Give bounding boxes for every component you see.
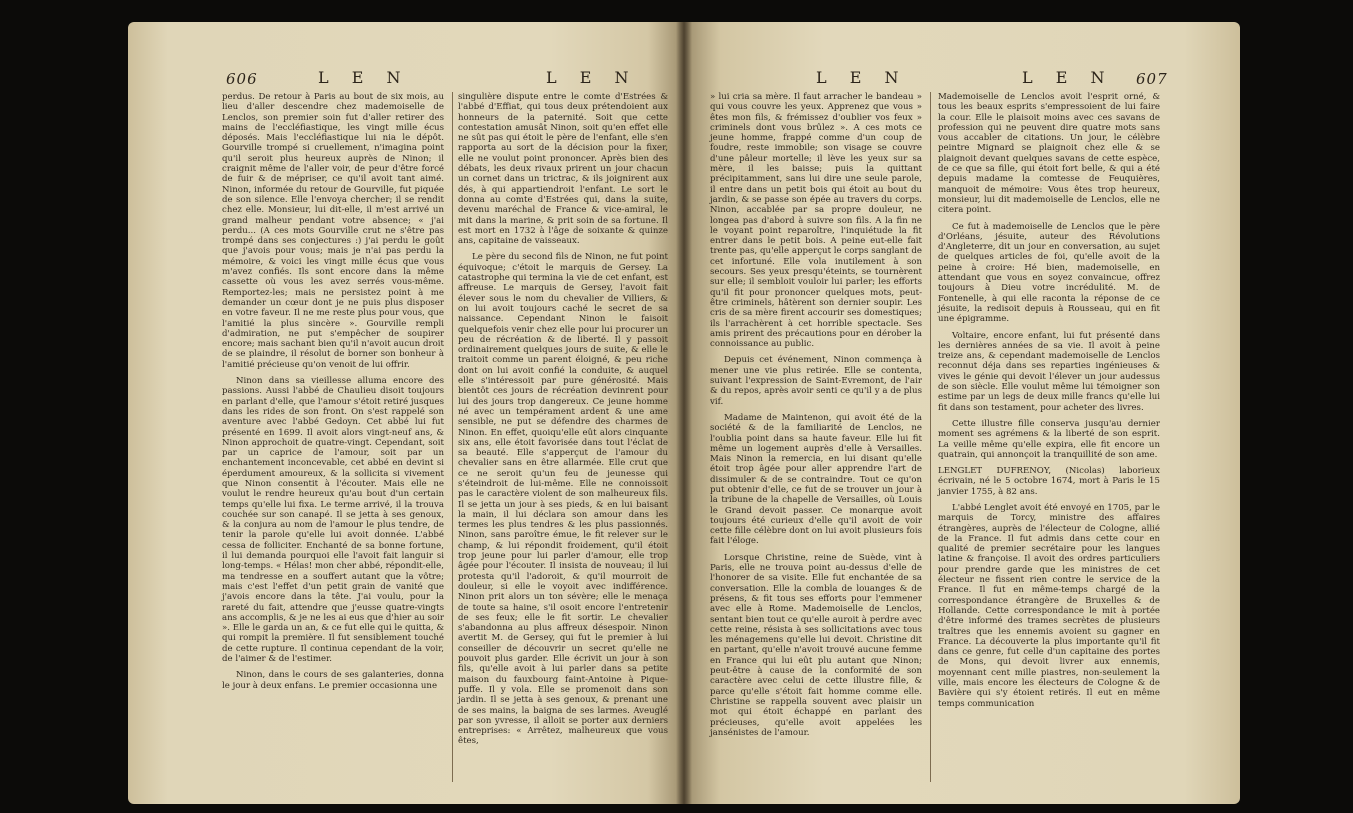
open-book: [128, 22, 1240, 804]
running-head: L E N: [318, 68, 410, 87]
running-head: L E N: [1022, 68, 1114, 87]
column-rule: [452, 92, 453, 782]
paragraph: singulière dispute entre le comte d'Estrées & l'abbé d'Effiat, qui tous deux prétendoient aux honneurs de la paternité. Soit que cette contestation amusât Ninon, soit qu'en effet elle ne sût pas qui étoit le père de l'enfant, elle s'en rapporta au sort de la décision pour la fixer, elle ne voulut point prononcer. Après bien des débats, les deux rivaux prirent un jour chacun un cornet dans un trictrac, & ils joignirent aux dés, à qui appartiendroit l'enfant. Le sort le donna au comte d'Estrées qui, dans la suite, devenu maréchal de France & vice-amiral, le mit dans la marine, & prit soin de sa fortune. Il est mort en 1732 à l'âge de soixante & quinze ans, capitaine de vaisseaux.: [458, 92, 668, 247]
book-spine-gutter: [676, 22, 692, 804]
page-number: 607: [1136, 70, 1168, 88]
running-head: L E N: [816, 68, 908, 87]
paragraph: Mademoiselle de Lenclos avoit l'esprit orné, & tous les beaux esprits s'empressoient de lui faire la cour. Elle le plaisoit moins avec ces savans de profession qui ne peuvent dire quatre mots sans vous accabler de citations. Un jour, le célèbre peintre Mignard se plaignoit chez elle & se plaignoit devant quelques savans de cette espèce, de ce que sa fille, qui étoit fort belle, & qui a été depuis madame la comtesse de Feuquières, manquoit de mémoire: Vous êtes trop heureux, monsieur, lui dit mademoiselle de Lenclos, elle ne citera point.: [938, 92, 1160, 216]
left-page-header: [128, 66, 684, 88]
text-column: [222, 92, 444, 697]
paragraph: Le père du second fils de Ninon, ne fut point équivoque; c'étoit le marquis de Gersey. La catastrophe qui termina la vie de cet enfant, est affreuse. Le marquis de Gersey, l'avoit fait élever sous le nom du chevalier de Villiers, & on lui avoit toujours caché le secret de sa naissance. Cependant Ninon le faisoit quelquefois venir chez elle pour lui procurer un peu de récréation & de liberté. Il y passoit ordinairement quelques jours de suite, & elle le traitoit comme un parent éloigné, & peu riche dont on lui avoit confié la conduite, & auquel elle s'intéressoit par pure générosité. Mais bientôt ces jours de récréation devinrent pour lui des jours trop dangereux. Ce jeune homme né avec un tempérament ardent & une ame sensible, ne put se défendre des charmes de Ninon. En effet, quoiqu'elle eût alors cinquante six ans, elle étoit favorisée dans tout l'éclat de sa beauté. Elle s'apperçut de l'amour du chevalier sans en être allarmée. Elle crut que ce ne seroit qu'un feu de jeunesse qui s'éteindroit de lui-même. Elle ne connoissoit pas le caractère violent de son malheureux fils. Il se jetta un jour à ses pieds, & en lui baisant la main, il lui déclara son amour dans les termes les plus tendres & les plus passionnés. Ninon, sans paroître émue, le fit relever sur le champ, & lui répondit froidement, qu'il étoit trop jeune pour lui parler d'amour, elle trop âgée pour l'écouter. Il insista de nouveau; il lui protesta qu'il l'adoroit, & qu'il mourroit de douleur, si elle le voyoit avec indifférence. Ninon prit alors un ton sévère; elle le menaça de toute sa haine, s'il osoit encore l'entretenir de ses feux; elle le fit sortir. Le chevalier s'abandonna au plus affreux désespoir. Ninon avertit M. de Gersey, qui fut le premier à lui conseiller de découvrir un secret qu'elle ne pouvoit plus garder. Elle écrivit un jour à son fils, qu'elle avoit à lui parler dans sa petite maison du fauxbourg faint-Antoine à Pique-puffe. Il y vola. Elle se promenoit dans son jardin. Il se jetta à ses genoux, & prenant une de ses mains, la baigna de ses larmes. Aveuglé par son yvresse, il alloit se porter aux derniers entreprises: « Arrêtez, malheureux que vous êtes,: [458, 252, 668, 747]
left-page: [128, 22, 684, 804]
page-number: 606: [226, 70, 258, 88]
paragraph: Madame de Maintenon, qui avoit été de la société & de la familiarité de Lenclos, ne l'oublia point dans sa haute faveur. Elle lui fit même un logement auprès d'elle à Versailles. Mais Ninon la remercia, en lui disant qu'elle étoit trop âgée pour aller apprendre l'art de dissimuler & de se contraindre. Tout ce qu'on put obtenir d'elle, ce fut de se trouver un jour à la tribune de la chapelle de Versailles, où Louis le Grand devoit passer. Ce monarque avoit toujours été curieux d'elle qu'il avoit de voir cette fille célèbre dont on lui avoit plusieurs fois fait l'éloge.: [710, 412, 922, 547]
paragraph: L'abbé Lenglet avoit été envoyé en 1705, par le marquis de Torcy, ministre des affaires étrangères, auprès de l'électeur de Cologne, allié de la France. Il fut admis dans cette cour en qualité de premier secrétaire pour les langues latine & françoise. Il avoit des ordres particuliers pour prendre garde que les ministres de cet électeur ne fissent rien contre le service de la France. Il fut en même-temps chargé de la correspondance étrangère de Bruxelles & de Hollande. Cette correspondance le mit à portée d'être informé des trames secrètes de plusieurs traîtres que les ennemis avoient su gagner en France. La découverte la plus importante qu'il fit dans ce genre, fut celle d'un capitaine des portes de Mons, qui devoit livrer aux ennemis, moyennant cent mille piastres, non-seulement la ville, mais encore les électeurs de Cologne & de Bavière qui s'y étoient retirés. Il eut en même temps communication: [938, 502, 1160, 709]
paragraph: Ce fut à mademoiselle de Lenclos que le père d'Orléans, jésuite, auteur des Révolutions d'Angleterre, dit un jour en conversation, au sujet de quelques articles de foi, qu'elle avoit de la peine à croire: Hé bien, mademoiselle, en attendant que vous en soyez convaincue, offrez toujours à Dieu votre incrédulité. M. de Fontenelle, à qui elle raconta la réponse de ce jésuite, la redisoit depuis à Rousseau, qui en fit une épigramme.: [938, 221, 1160, 325]
paragraph: perdus. De retour à Paris au bout de six mois, au lieu d'aller descendre chez mademoiselle de Lenclos, son premier soin fut d'aller retirer des mains de l'eccléfiastique, les vingt mille écus déposés. Mais l'eccléfiastique lui nia le dépôt. Gourville trompé si cruellement, n'imagina point qu'il seroit plus heureux auprès de Ninon; il craignit même de l'aller voir, de peur d'être forcé de fuir & de mépriser, ce qu'il avoit tant aimé. Ninon, informée du retour de Gourville, fut piquée de son silence. Elle l'envoya chercher; il se rendit chez elle. Monsieur, lui dit-elle, il m'est arrivé un grand malheur pendant votre absence; « j'ai perdu... (A ces mots Gourville crut ne s'être pas trompé dans ses conjectures :) j'ai perdu le goût que j'avois pour vous; mais je n'ai pas perdu la mémoire, & voici les vingt mille écus que vous m'avez confiés. Ils sont encore dans la même cassette où vous les avez serrés vous-même. Remportez-les; mais ne persistez point à me demander un cœur dont je ne puis plus disposer en votre faveur. Il ne me reste plus pour vous, que l'amitié la plus sincère ». Gourville rempli d'admiration, ne put s'empêcher de soupirer encore; mais sachant bien qu'il n'avoit aucun droit de se plaindre, il résolut de borner son bonheur à l'amitié précieuse qu'on venoit de lui offrir.: [222, 92, 444, 370]
paragraph: Ninon, dans le cours de ses galanteries, donna le jour à deux enfans. Le premier occasionna une: [222, 670, 444, 691]
paragraph: Ninon dans sa vieillesse alluma encore des passions. Aussi l'abbé de Chaulieu disoit toujours en parlant d'elle, que l'amour s'étoit retiré jusques dans les rides de son front. On s'est rappelé son aventure avec l'abbé Gedoyn. Cet abbé lui fut présenté en 1699. Il avoit alors vingt-neuf ans, & Ninon approchoit de quatre-vingt. Cependant, soit par un caprice de l'amour, soit par un enchantement inconcevable, cet abbé en devint si éperdument amoureux, & la sollicita si vivement que Ninon consentit à l'écouter. Mais elle ne voulut le rendre heureux qu'au bout d'un certain temps qu'elle lui fixa. Le terme arrivé, il la trouva couchée sur son canapé. Il se jetta à ses genoux, & la conjura au nom de l'amour le plus tendre, de tenir la parole qu'elle lui avoit donnée. L'abbé cessa de folliciter. Enchanté de sa bonne fortune, il lui demanda pourquoi elle l'avoit fait languir si long-temps. « Hélas! mon cher abbé, répondit-elle, ma tendresse en a souffert autant que la vôtre; mais c'est l'effet d'un petit grain de vanité que j'avois encore dans la tête. J'ai voulu, pour la rareté du fait, attendre que j'eusse quatre-vingts ans accomplis, & je ne les ai eus que d'hier au soir ». Elle le garda un an, & ce fut elle qui le quitta, & qui rompit la première. Il fut sensiblement touché de cette rupture. Il continua cependant de la voir, de l'aimer & de l'estimer.: [222, 376, 444, 665]
right-page-header: [684, 66, 1240, 88]
text-column: [938, 92, 1160, 715]
column-rule: [930, 92, 931, 782]
text-column: [710, 92, 922, 744]
paragraph: Voltaire, encore enfant, lui fut présenté dans les dernières années de sa vie. Il avoit à peine treize ans, & cependant mademoiselle de Lenclos reconnut déja dans ses reparties ingénieuses & vives le génie qui devoit l'élever un jour audessus de son siècle. Elle voulut même lui témoigner son estime par un legs de deux mille francs qu'elle lui fit dans son testament, pour acheter des livres.: [938, 330, 1160, 413]
text-column: [458, 92, 668, 753]
right-page: [684, 22, 1240, 804]
paragraph: » lui cria sa mère. Il faut arracher le bandeau » qui vous couvre les yeux. Apprenez que vous » êtes mon fils, & frémissez d'oublier vos feux » criminels dont vous brûlez ». A ces mots ce jeune homme, frappé comme d'un coup de foudre, reste immobile; son visage se couvre d'une pâleur mortelle; il lève les yeux sur sa mère, il les baisse; puis la quittant précipitamment, sans lui dire une seule parole, il entre dans un petit bois qui étoit au bout du jardin, & se passe son épée au travers du corps. Ninon, accablée par sa propre douleur, ne longea pas d'abord à suivre son fils. A la fin ne le voyant point reparoître, l'inquiétude la fit entrer dans le petit bois. A peine eut-elle fait trente pas, qu'elle apperçut le corps sanglant de cet infortuné. Elle vola inutilement à son secours. Ses yeux presqu'éteints, se tournèrent sur elle; il sembloit vouloir lui parler; les efforts qu'il fit pour prononcer quelques mots, peut-être criminels, hâtèrent son dernier soupir. Les cris de sa mère firent accourir ses domestiques; ils l'arrachèrent à cet horrible spectacle. Ses amis prirent des précautions pour en dérober la connoissance au public.: [710, 92, 922, 350]
paragraph: Lorsque Christine, reine de Suède, vint à Paris, elle ne trouva point au-dessus d'elle de l'honorer de sa visite. Elle fut enchantée de sa conversation. Elle la combla de louanges & de présens, & fit tous ses efforts pour l'emmener avec elle à Rome. Mademoiselle de Lenclos, sentant bien tout ce qu'elle auroit à perdre avec cette reine, résista à ses sollicitations avec tous les ménagemens qu'elle lui devoit. Christine dit en partant, qu'elle n'avoit trouvé aucune femme en France qui lui eût plu autant que Ninon; peut-être à cause de la conformité de son caractère avec celui de cette illustre fille, & parce qu'elle s'étoit fait homme comme elle. Christine se rappella souvent avec plaisir un mot qui étoit échappé en parlant des précieuses, qu'elle avoit appelées les jansénistes de l'amour.: [710, 552, 922, 738]
paragraph: Cette illustre fille conserva jusqu'au dernier moment ses agrémens & la liberté de son esprit. La veille même qu'elle expira, elle fit encore un quatrain, qui annonçoit la tranquillité de son ame.: [938, 418, 1160, 460]
paragraph: Depuis cet événement, Ninon commença à mener une vie plus retirée. Elle se contenta, suivant l'expression de Saint-Evremont, de l'air & du repos, après avoir senti ce qu'il y a de plus vif.: [710, 355, 922, 407]
running-head: L E N: [546, 68, 638, 87]
entry-heading-paragraph: LENGLET DUFRENOY, (Nicolas) laborieux écrivain, né le 5 octobre 1674, mort à Paris le 15 janvier 1755, à 82 ans.: [938, 466, 1160, 497]
